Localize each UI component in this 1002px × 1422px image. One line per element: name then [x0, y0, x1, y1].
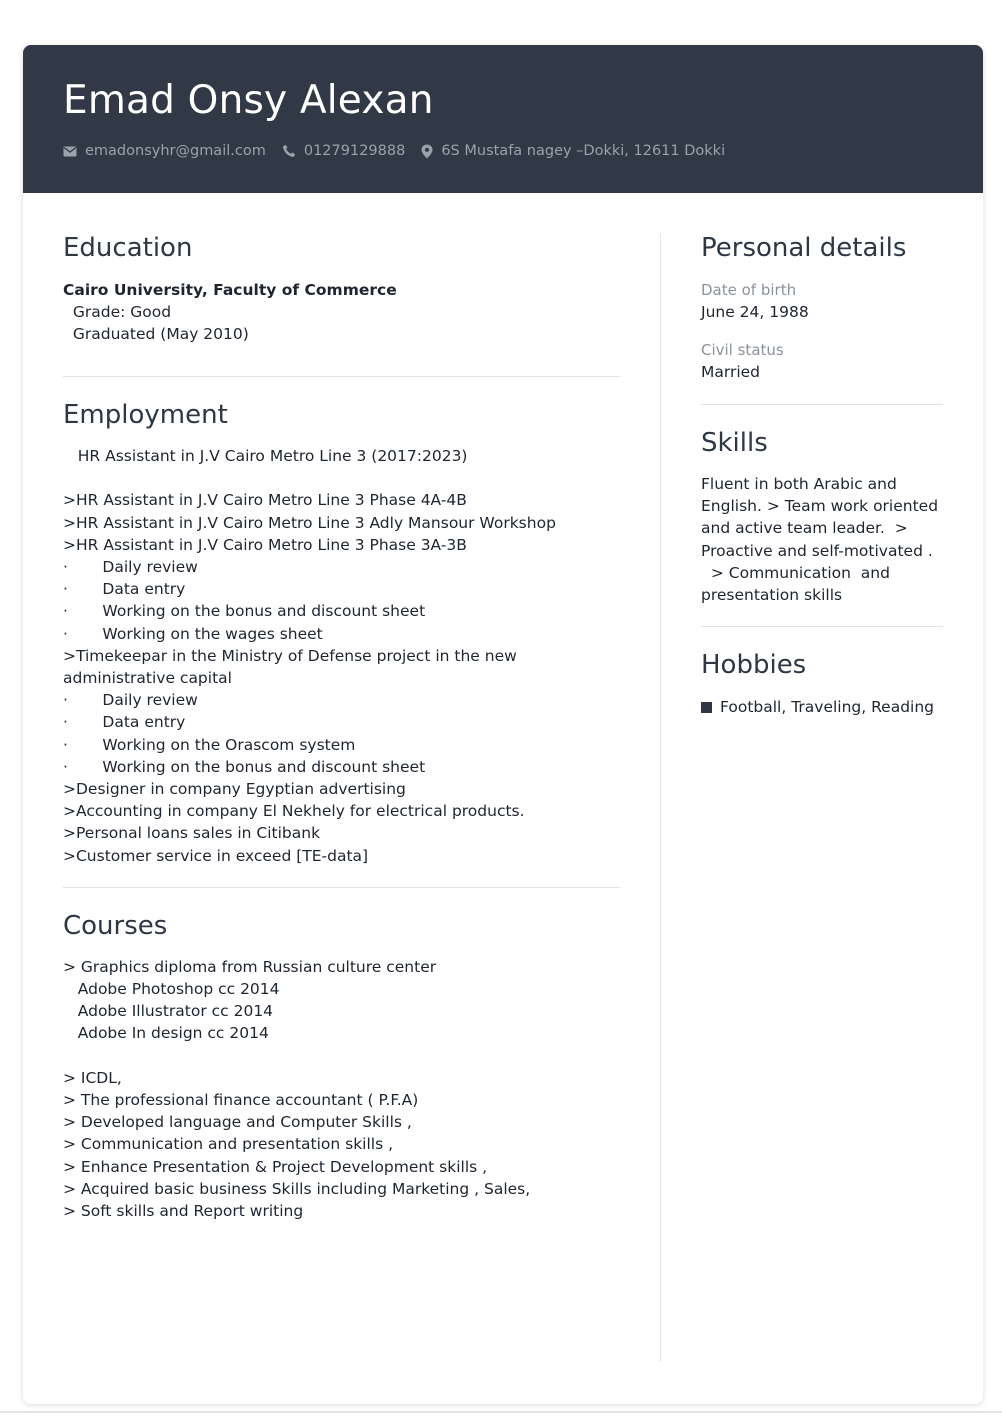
- hobbies-heading: Hobbies: [701, 650, 807, 681]
- section-divider: [63, 376, 620, 377]
- column-divider: [660, 234, 661, 1362]
- contact-bar: [63, 141, 741, 161]
- education-heading: Education: [63, 233, 193, 263]
- personal-details-heading: Personal details: [701, 233, 907, 263]
- side-column: [701, 233, 943, 718]
- skills-section: [701, 428, 943, 606]
- civil-status-label: Civil status: [701, 341, 784, 359]
- contact-email: [63, 143, 266, 159]
- candidate-name: Emad Onsy Alexan: [63, 78, 434, 123]
- section-divider: [701, 404, 943, 405]
- courses-heading: Courses: [63, 910, 168, 941]
- courses-section: [63, 911, 620, 1222]
- hobbies-text: Football, Traveling, Reading: [720, 698, 935, 717]
- education-school: Cairo University, Faculty of Commerce: [63, 281, 397, 299]
- email-text: emadonsyhr@gmail.com: [85, 143, 266, 159]
- civil-status-value: Married: [701, 363, 761, 381]
- dob-label: Date of birth: [701, 281, 797, 299]
- page-bottom-border: [0, 1411, 1002, 1413]
- address-text: 6S Mustafa nagey –Dokki, 12611 Dokki: [441, 143, 726, 159]
- phone-icon: [282, 144, 296, 158]
- hobbies-item: [701, 696, 943, 718]
- section-divider: [701, 626, 943, 627]
- skills-details: Fluent in both Arabic and English. > Team work oriented and active team leader. > Proactive and self-motivated . > Communication and presentation skills: [701, 475, 939, 605]
- employment-heading: Employment: [63, 400, 228, 430]
- employment-section: [63, 400, 620, 867]
- phone-text: 01279129888: [303, 143, 406, 159]
- envelope-icon: [63, 146, 77, 157]
- resume-header: [23, 45, 983, 193]
- square-bullet-icon: [701, 702, 712, 713]
- hobbies-section: [701, 650, 943, 718]
- education-grade: Grade: Good: [63, 303, 172, 321]
- contact-phone: [282, 143, 405, 159]
- section-divider: [63, 887, 620, 888]
- courses-details: > Graphics diploma from Russian culture center Adobe Photoshop cc 2014 Adobe Illustrator cc 2014 Adobe In design cc 2014 > ICDL, > The professional finance accountant ( P.F.A) > Developed language and Computer Skills , > Communication and presentation skills , > Enhance Presentation & Project Development skills , > Acquired basic business Skills including Marketing , Sales, > Soft skills and Report writing: [63, 957, 531, 1221]
- education-section: [63, 233, 620, 345]
- personal-details-section: [701, 233, 943, 383]
- contact-address: [421, 143, 725, 159]
- employment-details: HR Assistant in J.V Cairo Metro Line 3 (2017:2023) >HR Assistant in J.V Cairo Metro Line 3 Phase 4A-4B >HR Assistant in J.V Cairo Metro Line 3 Adly Mansour Workshop >HR Assistant in J.V Cairo Metro Line 3 Phase 3A-3B · Daily review · Data entry · Working on the bonus and discount sheet · Working on the wages sheet >Timekeepar in the Ministry of Defense project in the new administrative capital · Daily review · Data entry · Working on the Orascom system · Working on the bonus and discount sheet >Designer in company Egyptian advertising >Accounting in company El Nekhely for electrical products. >Personal loans sales in Citibank >Customer service in exceed [TE-data]: [63, 447, 556, 865]
- education-graduated: Graduated (May 2010): [63, 325, 249, 343]
- map-marker-icon: [421, 144, 433, 159]
- skills-heading: Skills: [701, 428, 768, 458]
- resume-card: [23, 45, 983, 1404]
- main-column: [63, 233, 620, 1222]
- dob-value: June 24, 1988: [701, 303, 809, 321]
